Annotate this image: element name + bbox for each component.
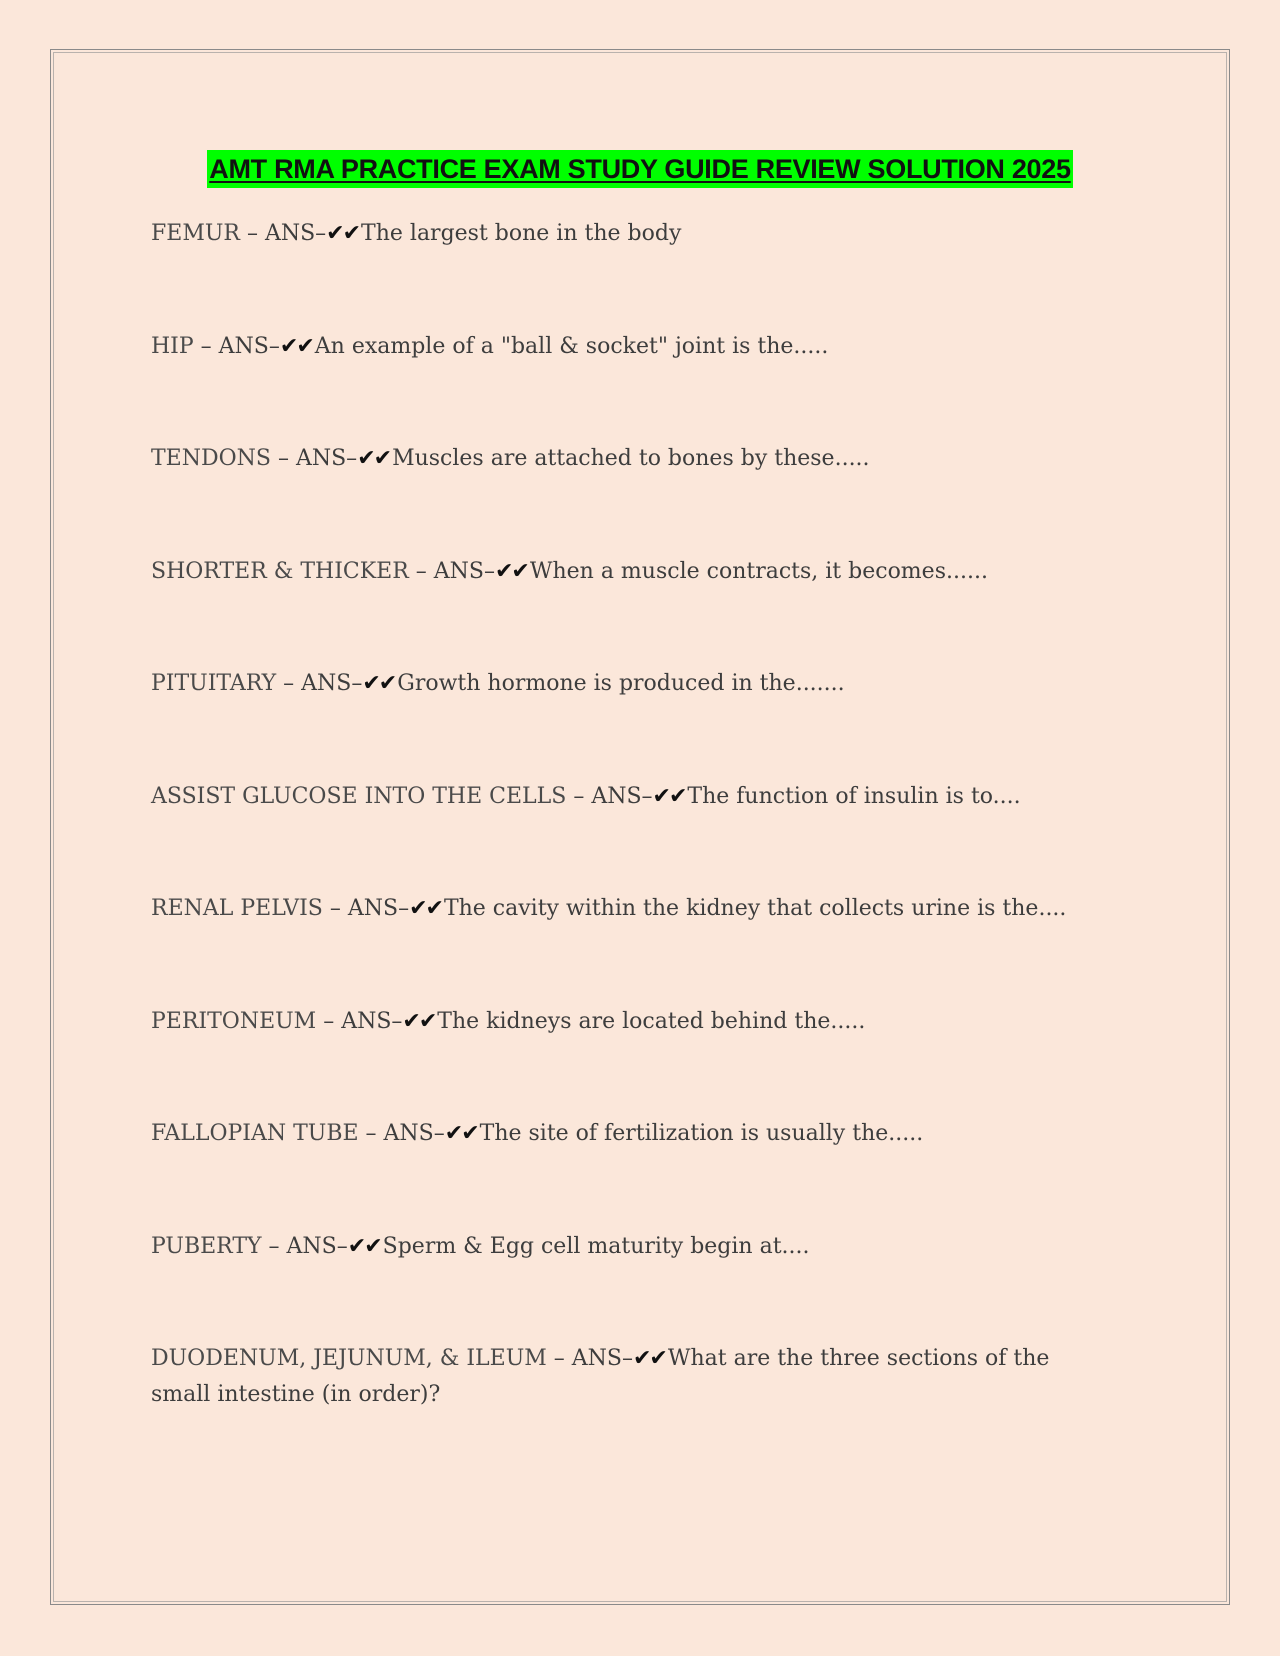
answer-term: FEMUR — [151, 221, 240, 246]
answer-term: PITUITARY — [151, 671, 277, 696]
question-text: The site of fertilization is usually the..... — [479, 1121, 924, 1146]
qa-item-pituitary — [151, 666, 1111, 702]
check-icon: ✔✔ — [326, 221, 360, 246]
qa-item-femur — [151, 216, 1111, 252]
qa-item-peritoneum — [151, 1004, 1111, 1040]
qa-item-fallopian-tube — [151, 1116, 1111, 1152]
question-text: The cavity within the kidney that collects urine is the.... — [443, 896, 1067, 921]
answer-separator: – ANS– — [316, 1009, 403, 1034]
qa-item-shorter-thicker — [151, 554, 1111, 590]
answer-term: PUBERTY — [151, 1234, 262, 1259]
answer-term: SHORTER & THICKER — [151, 559, 409, 584]
answer-separator: – ANS– — [566, 784, 653, 809]
check-icon: ✔✔ — [652, 784, 686, 809]
question-text: An example of a "ball & socket" joint is the..... — [314, 334, 829, 359]
check-icon: ✔✔ — [402, 1009, 436, 1034]
answer-separator: – ANS– — [358, 1121, 445, 1146]
qa-item-tendons — [151, 441, 1111, 477]
answer-term: DUODENUM, JEJUNUM, & ILEUM — [151, 1346, 547, 1371]
question-text: When a muscle contracts, it becomes...... — [529, 559, 988, 584]
check-icon: ✔✔ — [357, 446, 391, 471]
qa-item-puberty — [151, 1229, 1111, 1265]
answer-separator: – ANS– — [322, 896, 410, 921]
qa-item-insulin — [151, 779, 1111, 815]
qa-item-small-intestine — [151, 1341, 1111, 1413]
question-text: Sperm & Egg cell maturity begin at.... — [382, 1234, 810, 1259]
check-icon: ✔✔ — [362, 671, 396, 696]
check-icon: ✔✔ — [444, 1121, 478, 1146]
check-icon: ✔✔ — [632, 1346, 666, 1371]
question-text: Muscles are attached to bones by these..... — [392, 446, 870, 471]
question-text: Growth hormone is produced in the....... — [397, 671, 845, 696]
page-title: AMT RMA PRACTICE EXAM STUDY GUIDE REVIEW SOLUTION 2025 — [207, 150, 1072, 188]
question-text: What are the three sections of the small intestine (in order)? — [151, 1346, 1050, 1407]
question-text: The function of insulin is to.... — [687, 784, 1021, 809]
answer-separator: – ANS– — [193, 334, 280, 359]
question-text: The largest bone in the body — [361, 221, 682, 246]
answer-separator: – ANS– — [546, 1346, 633, 1371]
check-icon: ✔✔ — [347, 1234, 381, 1259]
answer-separator: – ANS– — [239, 221, 327, 246]
answer-term: TENDONS — [151, 446, 271, 471]
answer-separator: – ANS– — [261, 1234, 348, 1259]
answer-term: FALLOPIAN TUBE — [151, 1121, 359, 1146]
answer-term: ASSIST GLUCOSE INTO THE CELLS — [151, 784, 567, 809]
check-icon: ✔✔ — [279, 334, 313, 359]
qa-item-renal-pelvis — [151, 891, 1111, 927]
answer-term: HIP — [151, 334, 194, 359]
title-wrap — [0, 150, 1280, 188]
qa-item-hip — [151, 329, 1111, 365]
answer-term: RENAL PELVIS — [151, 896, 323, 921]
question-text: The kidneys are located behind the..... — [437, 1009, 866, 1034]
answer-term: PERITONEUM — [151, 1009, 317, 1034]
check-icon: ✔✔ — [494, 559, 528, 584]
answer-separator: – ANS– — [408, 559, 495, 584]
answer-separator: – ANS– — [276, 671, 363, 696]
check-icon: ✔✔ — [409, 896, 442, 921]
answer-separator: – ANS– — [270, 446, 358, 471]
